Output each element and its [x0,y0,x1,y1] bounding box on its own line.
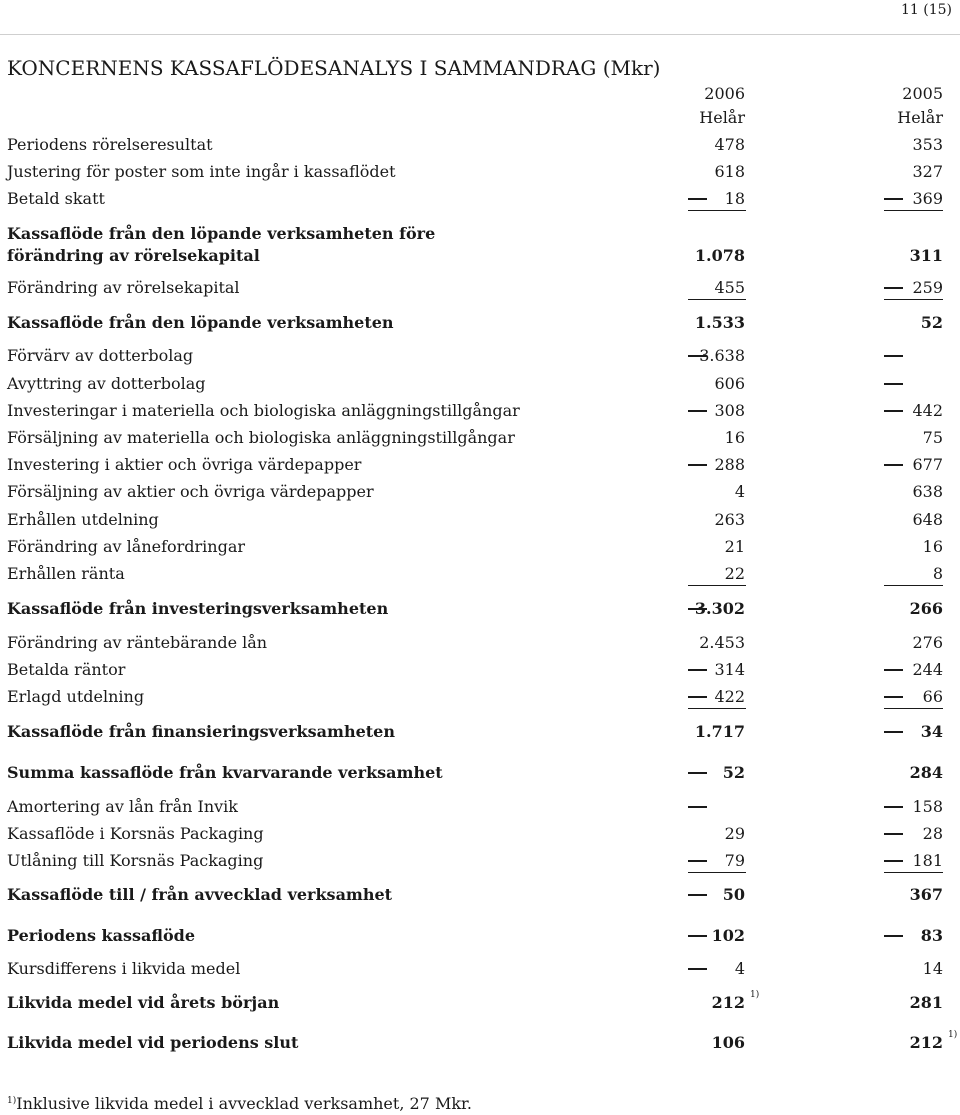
table-row [0,957,960,981]
table-row [0,535,960,559]
value-2006: 106 [711,1033,745,1052]
value-2005: 266 [909,599,943,618]
subtotal-underline [884,585,943,586]
value-2005: 181 [912,851,943,870]
value-2006: 3.638 [699,346,745,365]
minus-sign-2005 [884,410,903,412]
row-label: Investering i aktier och övriga värdepapper [7,455,362,474]
table-row [0,508,960,532]
value-2006: 16 [724,428,745,447]
row-label: Kassaflöde i Korsnäs Packaging [7,824,264,843]
value-2006: 212 [711,993,745,1012]
subtotal-underline [688,872,746,873]
minus-sign-2006 [688,696,707,698]
row-label: Försäljning av materiella och biologiska anläggningstillgångar [7,428,515,447]
table-row [0,187,960,211]
value-2006: 288 [714,455,745,474]
table-row [0,849,960,873]
value-2005: 75 [922,428,943,447]
col-2005-year: 2005 [902,84,943,103]
minus-sign-2005 [884,860,903,862]
value-2006: 606 [714,374,745,393]
row-label: Kassaflöde från den löpande verksamheten före [7,224,436,243]
minus-sign-2006 [688,772,707,774]
row-label: Försäljning av aktier och övriga värdepapper [7,482,374,501]
value-2005: 281 [909,993,943,1012]
row-label: Periodens kassaflöde [7,926,196,945]
table-row [0,562,960,586]
col-2006-period: Helår [699,108,745,127]
table-row [0,883,960,907]
value-2006: 2.453 [699,633,745,652]
value-2006: 1.717 [694,722,745,741]
value-2006: 29 [724,824,745,843]
value-2005: 442 [912,401,943,420]
row-label: Justering för poster som inte ingår i kassaflödet [7,162,396,181]
table-row [0,761,960,785]
table-row [0,222,960,265]
value-2005: 638 [912,482,943,501]
minus-sign-2006 [688,806,707,808]
value-2006: 22 [724,564,745,583]
value-2005: 83 [920,926,943,945]
table-row [0,276,960,300]
value-2006: 308 [714,401,745,420]
minus-sign-2005 [884,383,903,385]
row-label: Likvida medel vid periodens slut [7,1033,299,1052]
value-2005: 244 [912,660,943,679]
value-2006: 4 [734,959,745,978]
table-row [0,426,960,450]
value-2005: 367 [909,885,943,904]
table-row [0,685,960,709]
value-2005: 52 [920,313,943,332]
row-label: Kursdifferens i likvida medel [7,959,241,978]
row-label: Erhållen ränta [7,564,125,583]
page-title: KONCERNENS KASSAFLÖDESANALYS I SAMMANDRAG (Mkr) [7,56,661,80]
row-label: Kassaflöde till / från avvecklad verksamhet [7,885,393,904]
table-row [0,631,960,655]
value-2005: 34 [920,722,943,741]
value-2005: 353 [912,135,943,154]
footnote [7,1094,472,1113]
value-2006: 1.078 [694,246,745,265]
row-label: Periodens rörelseresultat [7,135,213,154]
minus-sign-2006 [688,860,707,862]
table-row [0,720,960,744]
subtotal-underline [884,708,943,709]
minus-sign-2005 [884,731,903,733]
value-2006: 618 [714,162,745,181]
col-2005-period: Helår [897,108,943,127]
header-rule [0,34,960,35]
table-row [0,160,960,184]
table-row [0,795,960,819]
minus-sign-2005 [884,806,903,808]
value-2006: 102 [711,926,745,945]
subtotal-underline [884,210,943,211]
row-label: Betald skatt [7,189,105,208]
value-2005: 677 [912,455,943,474]
row-label: Förändring av räntebärande lån [7,633,268,652]
footnote-text: Inklusive likvida medel i avvecklad verksamhet, 27 Mkr. [16,1094,472,1113]
value-2006: 18 [724,189,745,208]
minus-sign-2006 [688,968,707,970]
value-2006: 314 [714,660,745,679]
minus-sign-2005 [884,287,903,289]
minus-sign-2005 [884,355,903,357]
value-2005: 284 [909,763,943,782]
row-label: Förändring av rörelsekapital [7,278,240,297]
row-label: Kassaflöde från investeringsverksamheten [7,599,389,618]
value-2006: 50 [722,885,745,904]
table-row [0,453,960,477]
col-2006-year: 2006 [704,84,745,103]
minus-sign-2006 [688,464,707,466]
subtotal-underline [688,210,746,211]
minus-sign-2005 [884,935,903,937]
subtotal-underline [688,299,746,300]
value-2005: 158 [912,797,943,816]
page-number: 11 (15) [900,2,952,18]
row-label: Avyttring av dotterbolag [7,374,206,393]
row-label: Summa kassaflöde från kvarvarande verksamhet [7,763,443,782]
table-row [0,597,960,621]
table-row [0,658,960,682]
subtotal-underline [884,872,943,873]
value-2005: 212 [909,1033,943,1052]
row-label: Förändring av lånefordringar [7,537,246,556]
row-label: Betalda räntor [7,660,126,679]
row-label: Investeringar i materiella och biologiska anläggningstillgångar [7,401,520,420]
value-2005: 14 [922,959,943,978]
value-2006: 79 [724,851,745,870]
table-row [0,991,960,1015]
subtotal-underline [884,299,943,300]
value-2005: 327 [912,162,943,181]
subtotal-underline [688,585,746,586]
minus-sign-2005 [884,669,903,671]
table-row [0,924,960,948]
minus-sign-2006 [688,935,707,937]
table-row [0,372,960,396]
value-2005: 311 [909,246,943,265]
value-2006: 52 [722,763,745,782]
value-2006: 422 [714,687,745,706]
value-2006: 478 [714,135,745,154]
row-label: Erlagd utdelning [7,687,145,706]
table-row [0,399,960,423]
table-row [0,311,960,335]
value-2005: 648 [912,510,943,529]
table-row [0,822,960,846]
minus-sign-2005 [884,696,903,698]
value-2005: 276 [912,633,943,652]
row-label: Kassaflöde från den löpande verksamheten [7,313,394,332]
value-2005: 28 [922,824,943,843]
value-2006: 3.302 [694,599,745,618]
footnote-marker: 1) [7,1096,17,1106]
table-row [0,344,960,368]
value-2006: 1.533 [694,313,745,332]
value-2006: 4 [734,482,745,501]
value-2005: 66 [922,687,943,706]
minus-sign-2006 [688,894,707,896]
value-2005: 369 [912,189,943,208]
row-label-continued: förändring av rörelsekapital [7,246,260,265]
table-row [0,133,960,157]
value-2006: 21 [724,537,745,556]
row-label: Amortering av lån från Invik [7,797,238,816]
minus-sign-2005 [884,464,903,466]
row-label: Likvida medel vid årets början [7,993,280,1012]
row-label: Erhållen utdelning [7,510,159,529]
value-2005: 8 [932,564,943,583]
minus-sign-2005 [884,833,903,835]
row-label: Kassaflöde från finansieringsverksamheten [7,722,395,741]
value-2005: 259 [912,278,943,297]
footnote-ref-2006: 1) [750,990,760,1000]
table-row [0,480,960,504]
subtotal-underline [688,708,746,709]
minus-sign-2005 [884,198,903,200]
minus-sign-2006 [688,198,707,200]
table-row [0,1031,960,1055]
value-2006: 455 [714,278,745,297]
minus-sign-2006 [688,410,707,412]
row-label: Utlåning till Korsnäs Packaging [7,851,264,870]
footnote-ref-2005: 1) [948,1030,958,1040]
value-2006: 263 [714,510,745,529]
value-2005: 16 [922,537,943,556]
row-label: Förvärv av dotterbolag [7,346,194,365]
minus-sign-2006 [688,669,707,671]
